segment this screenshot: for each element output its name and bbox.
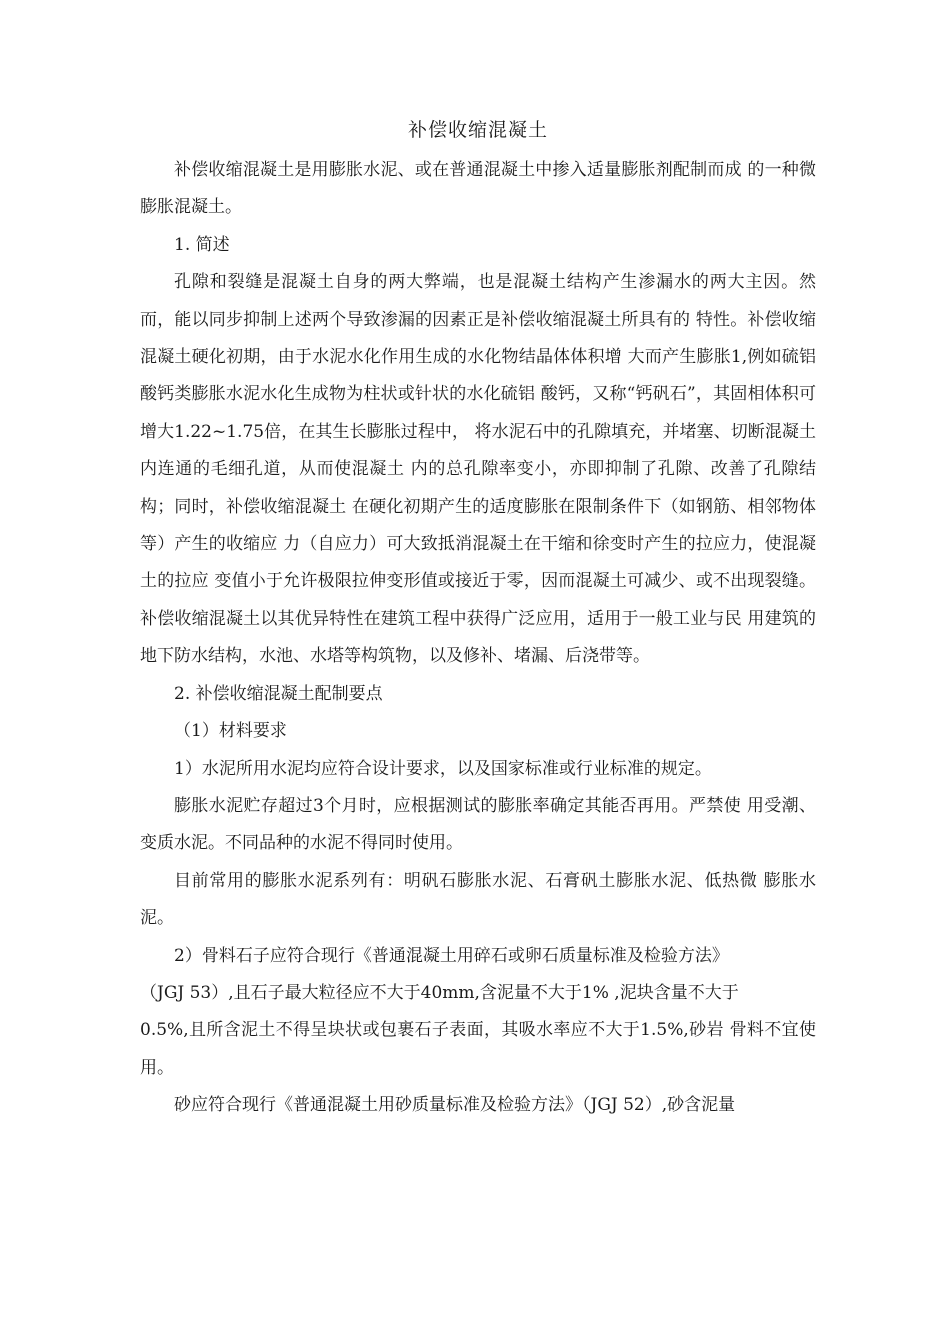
paragraph: 砂应符合现行《普通混凝土用砂质量标准及检验方法》（JGJ 52）,砂含泥量 <box>174 1095 736 1116</box>
document-title: 补偿收缩混凝土 <box>407 119 548 141</box>
section-heading: 2. 补偿收缩混凝土配制要点 <box>174 683 383 704</box>
paragraph: 1）水泥所用水泥均应符合设计要求，以及国家标准或行业标准的规定。 <box>174 758 712 779</box>
document-page <box>140 112 816 1125</box>
section-heading: （1）材料要求 <box>174 721 287 742</box>
paragraph: 目前常用的膨胀水泥系列有：明矾石膨胀水泥、石膏矾土膨胀水泥、低热微 膨胀水泥。 <box>140 870 816 929</box>
document-body <box>140 152 816 1125</box>
section-heading: 1. 简述 <box>174 234 230 255</box>
paragraph: （JGJ 53）,且石子最大粒径应不大于40mm,含泥量不大于1% ,泥块含量不大于 <box>140 982 739 1003</box>
paragraph: 0.5%,且所含泥土不得呈块状或包裹石子表面，其吸水率应不大于1.5%,砂岩 骨料不宜使用。 <box>140 1020 816 1078</box>
paragraph: 孔隙和裂缝是混凝土自身的两大弊端，也是混凝土结构产生渗漏水的两大主因。然而，能以同步抑制上述两个导致渗漏的因素正是补偿收缩混凝土所具有的 特性。补偿收缩混凝土硬化初期，由于水泥水化作用生成的水化物结晶体体积增 大而产生膨胀1,例如硫铝酸钙类膨胀水泥水化生成物为柱状或针状的水化硫铝 酸钙，又称“钙矾石”，其固相体积可增大1.22~1.75倍，在其生长膨胀过程中， 将水泥石中的孔隙填充，并堵塞、切断混凝土内连通的毛细孔道，从而使混凝土 内的总孔隙率变小，亦即抑制了孔隙、改善了孔隙结构；同时，补偿收缩混凝土 在硬化初期产生的适度膨胀在限制条件下（如钢筋、相邻物体等）产生的收缩应 力（自应力）可大致抵消混凝土在干缩和徐变时产生的拉应力，使混凝土的拉应 变值小于允许极限拉伸变形值或接近于零，因而混凝土可减少、或不出现裂缝。 补偿收缩混凝土以其优异特性在建筑工程中获得广泛应用，适用于一般工业与民 用建筑的地下防水结构，水池、水塔等构筑物，以及修补、堵漏、后浇带等。 <box>140 272 816 667</box>
paragraph: 2）骨料石子应符合现行《普通混凝土用碎石或卵石质量标准及检验方法》 <box>174 945 729 966</box>
paragraph: 补偿收缩混凝土是用膨胀水泥、或在普通混凝土中掺入适量膨胀剂配制而成 的一种微膨胀混凝土。 <box>140 160 816 218</box>
paragraph: 膨胀水泥贮存超过3个月时，应根据测试的膨胀率确定其能否再用。严禁使 用受潮、变质水泥。不同品种的水泥不得同时使用。 <box>140 795 816 854</box>
